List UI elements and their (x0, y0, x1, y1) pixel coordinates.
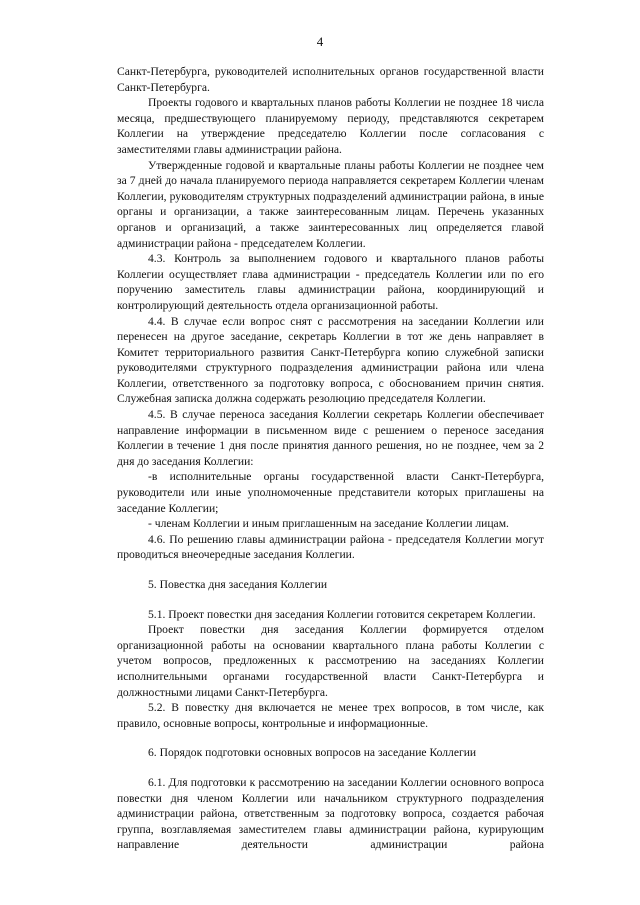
section-6-heading: 6. Порядок подготовки основных вопросов на заседание Коллегии (148, 746, 477, 760)
paragraph-4-3: 4.3. Контроль за выполнением годового и квартального планов работы Коллегии осуществляет глава администрации - председатель Коллегии или по его поручению заместитель главы администрации района, координирующий и контролирующий деятельность отдела организационной работы. (117, 252, 544, 312)
paragraph-6-1: 6.1. Для подготовки к рассмотрению на заседании Коллегии основного вопроса повестки дня членом Коллегии или начальником структурного подразделения администрации района, ответственным за подготовку вопроса, создается рабочая группа, возглавляемая заместителем главы администрации района, курирующим направление деятельности администрации района (117, 775, 544, 852)
paragraph-4-5-item-1: -в исполнительные органы государственной власти Санкт-Петербурга, руководители или иные уполномоченные представители которых приглашены на заседание Коллегии; (117, 470, 544, 515)
document-body (117, 64, 544, 853)
paragraph-5-1-detail: Проект повестки дня заседания Коллегии формируется отделом организационной работы на основании квартального плана работы Коллегии с учетом вопросов, предложенных к рассмотрению на заседаниях Коллегии исполнительными органами государственной власти Санкт-Петербурга и должностными лицами Санкт-Петербурга. (117, 623, 544, 699)
page-number: 4 (316, 34, 324, 49)
paragraph-plans-approved: Утвержденные годовой и квартальные планы работы Коллегии не позднее чем за 7 дней до начала планируемого периода направляется секретарем Коллегии членам Коллегии, руководителям структурных подразделений администрации района, в иные органы и организации, а также заинтересованным лицам. Перечень указанных органов и организаций, а также заинтересованных лиц определяется главой администрации района - председателем Коллегии. (117, 158, 544, 250)
paragraph-plans-draft: Проекты годового и квартальных планов работы Коллегии не позднее 18 числа месяца, предшествующего планируемому периоду, представляются секретарем Коллегии на утверждение председателю Коллегии после согласования с заместителями главы администрации района. (117, 96, 544, 156)
section-5-heading: 5. Повестка дня заседания Коллегии (148, 578, 328, 591)
paragraph-5-2: 5.2. В повестку дня включается не менее трех вопросов, в том числе, как правило, основные вопросы, контрольные и информационные. (117, 701, 544, 730)
paragraph-5-1: 5.1. Проект повестки дня заседания Коллегии готовится секретарем Коллегии. (148, 607, 536, 621)
paragraph-4-4: 4.4. В случае если вопрос снят с рассмотрения на заседании Коллегии или перенесен на другое заседание, секретарь Коллегии в тот же день направляет в Комитет территориального развития Санкт-Петербурга копию служебной записки руководителями структурного подразделения администрации района или члена Коллегии, ответственного за подготовку вопроса, с обоснованием причин снятия. Служебная записка должна содержать резолюцию председателя Коллегии. (117, 314, 544, 406)
paragraph-continuation: Санкт-Петербурга, руководителей исполнительных органов государственной власти Санкт-Петербурга. (117, 65, 544, 94)
paragraph-4-6: 4.6. По решению главы администрации района - председателя Коллегии могут проводиться внеочередные заседания Коллегии. (117, 532, 544, 562)
paragraph-4-5-item-2: - членам Коллегии и иным приглашенным на заседание Коллегии лицам. (148, 517, 509, 531)
paragraph-4-5: 4.5. В случае переноса заседания Коллегии секретарь Коллегии обеспечивает направление информации в письменном виде с решением о переносе заседания Коллегии в течение 1 дня после принятия данного решения, но не позднее, чем за 2 дня до заседания Коллегии: (117, 408, 544, 468)
